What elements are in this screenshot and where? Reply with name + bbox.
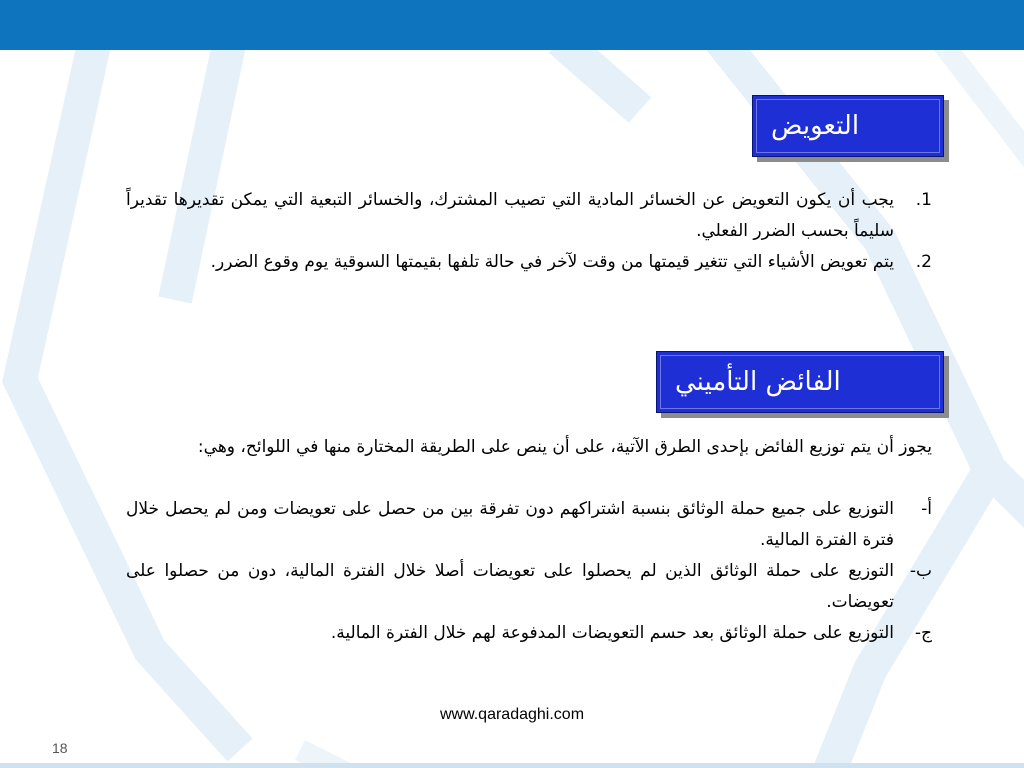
compensation-list <box>126 185 932 278</box>
surplus-methods-list <box>126 494 932 649</box>
list-item-text: التوزيع على حملة الوثائق بعد حسم التعويضات المدفوعة لهم خلال الفترة المالية. <box>330 623 894 643</box>
page-number: 18 <box>52 740 68 756</box>
list-item <box>126 618 932 649</box>
list-item-letter: أ- <box>921 499 932 519</box>
section-heading-compensation <box>752 95 944 157</box>
heading-inner-border <box>756 99 940 153</box>
list-item <box>126 556 932 618</box>
bottom-rule <box>0 763 1024 768</box>
website-url[interactable]: www.qaradaghi.com <box>439 706 585 723</box>
list-item-letter: ج- <box>914 623 932 643</box>
top-bar <box>0 0 1024 50</box>
section-heading-insurance-surplus <box>656 351 944 413</box>
list-item-text: يجب أن يكون التعويض عن الخسائر المادية التي تصيب المشترك، والخسائر التبعية التي يمكن تقديرها تقديراً سليماً بحسب الضرر الفعلي. <box>126 190 894 241</box>
list-item <box>126 247 932 278</box>
list-item-letter: ب- <box>909 561 932 581</box>
surplus-intro-paragraph: يجوز أن يتم توزيع الفائض بإحدى الطرق الآتية، على أن ينص على الطريقة المختارة منها في اللوائح، وهي: <box>197 437 932 457</box>
list-item-number: 1. <box>915 190 932 210</box>
list-item-number: 2. <box>915 252 932 272</box>
heading-inner-border <box>660 355 940 409</box>
list-item <box>126 494 932 556</box>
list-item <box>126 185 932 247</box>
heading-text: التعويض <box>771 111 860 141</box>
list-item-text: التوزيع على جميع حملة الوثائق بنسبة اشتراكهم دون تفرقة بين من حصل على تعويضات ومن لم يحصل خلال فترة الفترة المالية. <box>126 499 894 550</box>
heading-text: الفائض التأميني <box>675 367 841 397</box>
list-item-text: التوزيع على حملة الوثائق الذين لم يحصلوا على تعويضات أصلا خلال الفترة المالية، دون من حصلوا على تعويضات. <box>126 561 894 612</box>
list-item-text: يتم تعويض الأشياء التي تتغير قيمتها من وقت لآخر في حالة تلفها بقيمتها السوقية يوم وقوع الضرر. <box>210 252 894 272</box>
